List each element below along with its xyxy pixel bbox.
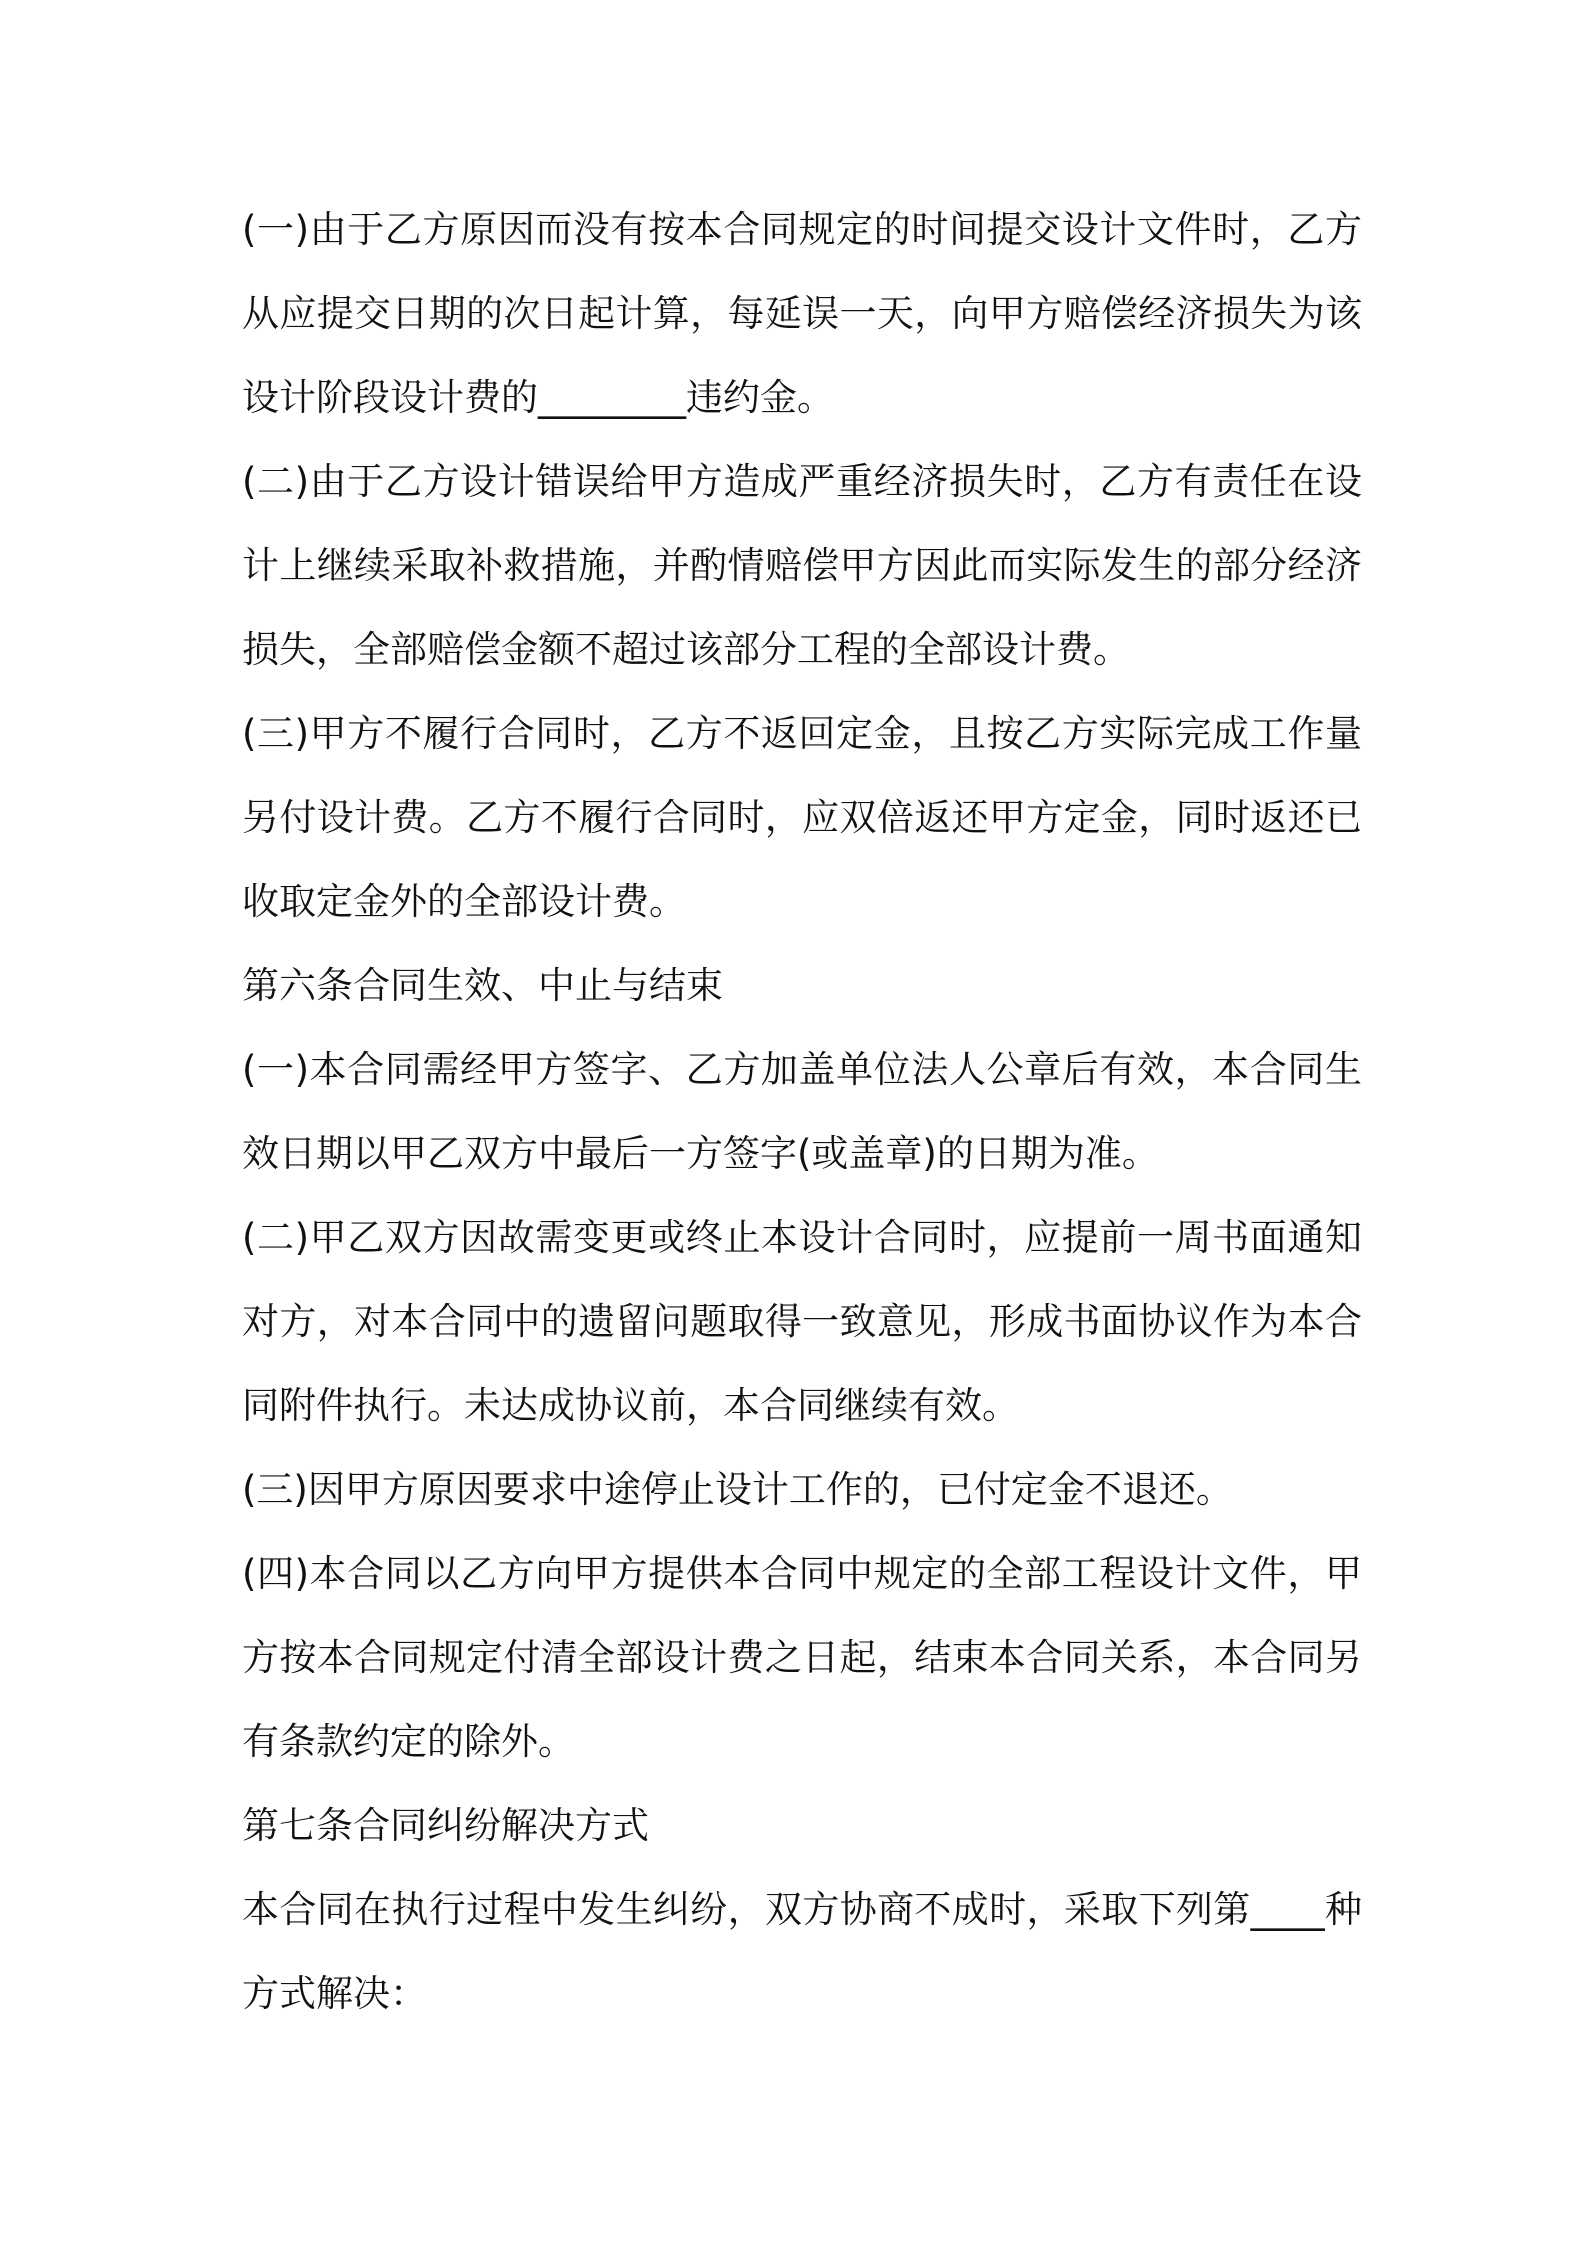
clause-paragraph: (二)甲乙双方因故需变更或终止本设计合同时，应提前一周书面通知对方，对本合同中的遗留问题取得一致意见，形成书面协议作为本合同附件执行。未达成协议前，本合同继续有效。 [242, 1216, 1362, 1427]
article-heading: 第六条合同生效、中止与结束 [242, 964, 723, 1007]
clause-paragraph: (二)由于乙方设计错误给甲方造成严重经济损失时，乙方有责任在设计上继续采取补救措施，并酌情赔偿甲方因此而实际发生的部分经济损失，全部赔偿金额不超过该部分工程的全部设计费。 [242, 460, 1362, 671]
clause-paragraph: (三)因甲方原因要求中途停止设计工作的，已付定金不退还。 [242, 1468, 1233, 1511]
clause-paragraph: (四)本合同以乙方向甲方提供本合同中规定的全部工程设计文件，甲方按本合同规定付清全部设计费之日起，结束本合同关系，本合同另有条款约定的除外。 [242, 1552, 1362, 1763]
clause-paragraph: 本合同在执行过程中发生纠纷，双方协商不成时，采取下列第____种方式解决： [242, 1888, 1362, 2015]
clause-paragraph: (一)由于乙方原因而没有按本合同规定的时间提交设计文件时，乙方从应提交日期的次日起计算，每延误一天，向甲方赔偿经济损失为该设计阶段设计费的________违约金。 [242, 208, 1362, 419]
clause-paragraph: (三)甲方不履行合同时，乙方不返回定金，且按乙方实际完成工作量另付设计费。乙方不履行合同时，应双倍返还甲方定金，同时返还已收取定金外的全部设计费。 [242, 712, 1362, 923]
clause-paragraph: (一)本合同需经甲方签字、乙方加盖单位法人公章后有效，本合同生效日期以甲乙双方中最后一方签字(或盖章)的日期为准。 [242, 1048, 1362, 1175]
article-heading: 第七条合同纠纷解决方式 [242, 1804, 649, 1847]
document-body [242, 188, 1362, 2036]
